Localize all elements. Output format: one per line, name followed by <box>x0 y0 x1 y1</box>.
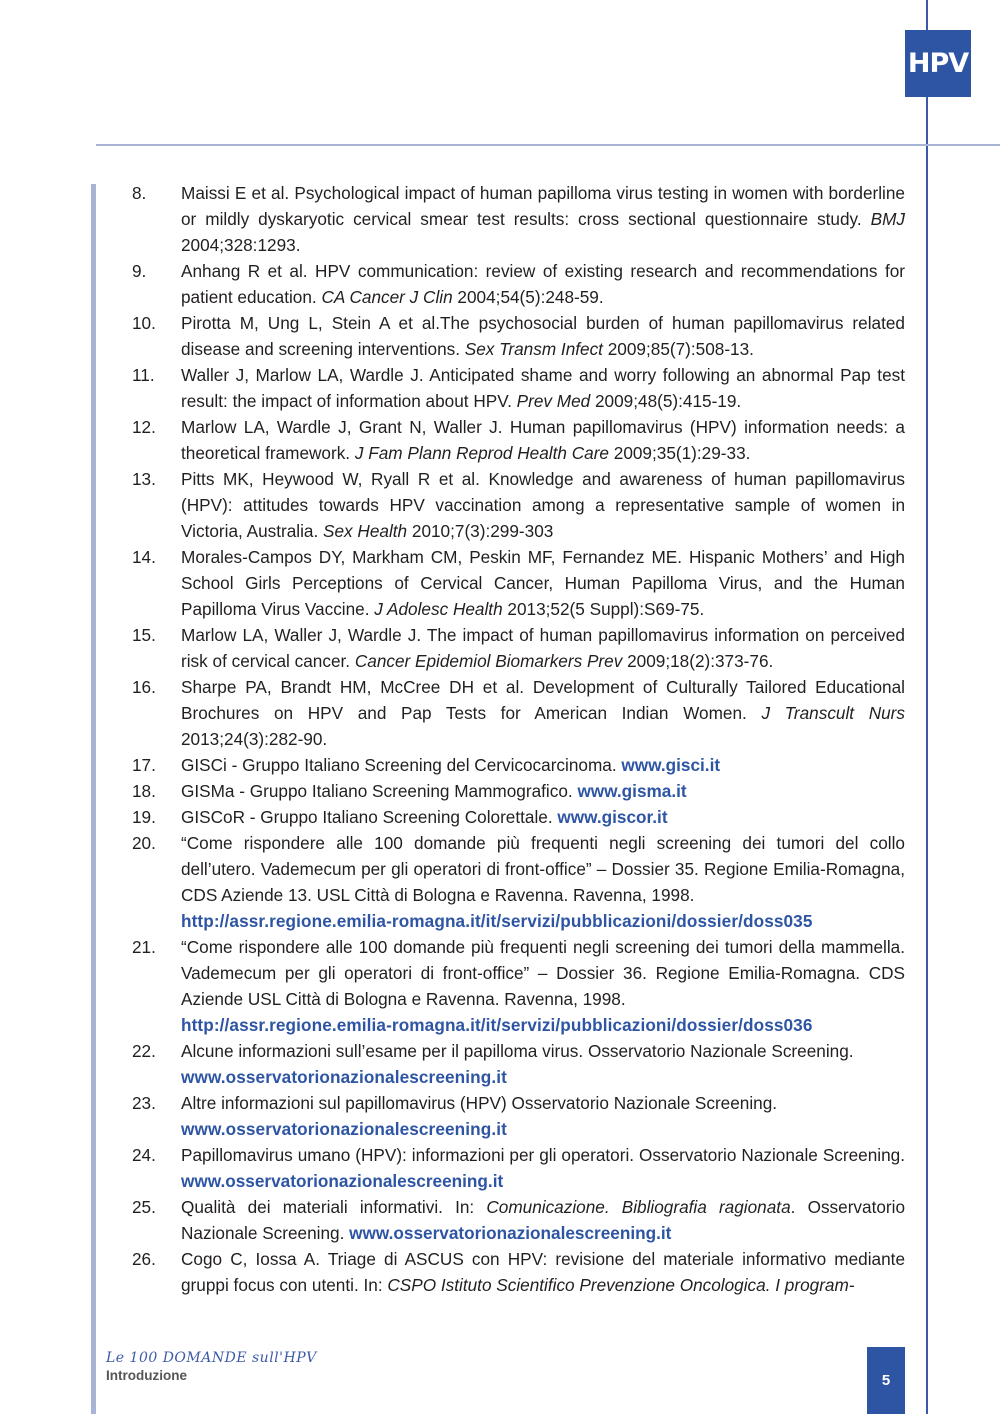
reference-text-segment: Cogo C, Iossa A. Triage di ASCUS con HPV: revisione del materiale informativo mediante gruppi focus con utenti. In: <box>181 1249 905 1295</box>
reference-text-segment: GISCoR - Gruppo Italiano Screening Colorettale. <box>181 807 558 827</box>
reference-item <box>132 752 905 778</box>
reference-item <box>132 258 905 310</box>
reference-number: 9. <box>132 261 147 281</box>
reference-text-segment: Qualità dei materiali informativi. In: <box>181 1197 487 1217</box>
reference-item <box>132 622 905 674</box>
journal-title: J Fam Plann Reprod Health Care <box>354 443 609 463</box>
journal-title: Comunicazione. Bibliografia ragionata <box>486 1197 791 1217</box>
reference-number: 21. <box>132 937 156 957</box>
journal-title: CSPO Istituto Scientifico Prevenzione Oncologica. I program- <box>387 1275 855 1295</box>
footer-brand: Le 100 DOMANDE sull'HPV <box>106 1350 317 1366</box>
reference-item <box>132 1090 905 1142</box>
reference-text-segment: “Come rispondere alle 100 domande più frequenti negli screening dei tumori del collo dell’utero. Vademecum per gli operatori di front-office” – Dossier 35. Regione Emilia-Romagna, CDS Aziende 13. USL Città di Bologna e Ravenna. Ravenna, 1998. <box>181 833 905 905</box>
reference-text-segment: Pirotta M, Ung L, Stein A et al.The psychosocial burden of human papillomavirus related disease and screening interventions. <box>181 313 905 359</box>
reference-text <box>181 180 905 258</box>
reference-number: 18. <box>132 781 156 801</box>
reference-item <box>132 414 905 466</box>
reference-text-segment: 2013;24(3):282-90. <box>181 729 328 749</box>
reference-text <box>181 544 905 622</box>
reference-item <box>132 180 905 258</box>
reference-link[interactable]: www.gisma.it <box>577 781 687 801</box>
reference-item <box>132 934 905 1038</box>
reference-text-segment: “Come rispondere alle 100 domande più frequenti negli screening dei tumori della mammella. Vademecum per gli operatori di front-office” – Dossier 36. Regione Emilia-Romagna. CDS Aziende USL Città di Bologna e Ravenna. Ravenna, 1998. <box>181 937 905 1009</box>
reference-number: 24. <box>132 1145 156 1165</box>
left-margin-bar <box>91 184 96 1414</box>
reference-item <box>132 1246 905 1298</box>
reference-text-segment: 2009;85(7):508-13. <box>602 339 754 359</box>
reference-number: 19. <box>132 807 156 827</box>
reference-text <box>181 1038 905 1090</box>
reference-text <box>181 310 905 362</box>
reference-text-segment: Alcune informazioni sull’esame per il papilloma virus. Osservatorio Nazionale Screening. <box>181 1041 854 1061</box>
reference-text-segment: Maissi E et al. Psychological impact of human papilloma virus testing in women with borderline or mildly dyskaryotic cervical smear test results: cross sectional questionnaire study. <box>181 183 905 229</box>
reference-text-segment: . Osservatorio Nazionale Screening. <box>181 1197 906 1243</box>
reference-text-segment: Marlow LA, Waller J, Wardle J. The impact of human papillomavirus information on perceived risk of cervical cancer. <box>181 625 905 671</box>
reference-text-segment: Marlow LA, Wardle J, Grant N, Waller J. Human papillomavirus (HPV) information needs: a theoretical framework. <box>181 417 905 463</box>
reference-text <box>181 622 905 674</box>
reference-item <box>132 1194 905 1246</box>
page-number: 5 <box>867 1347 905 1414</box>
reference-number: 23. <box>132 1093 156 1113</box>
reference-number: 15. <box>132 625 156 645</box>
reference-text-segment: GISMa - Gruppo Italiano Screening Mammografico. <box>181 781 578 801</box>
reference-text <box>181 1246 905 1298</box>
reference-link[interactable]: www.giscor.it <box>557 807 668 827</box>
reference-link[interactable]: www.osservatorionazionalescreening.it <box>181 1171 504 1191</box>
reference-text <box>181 934 905 1038</box>
reference-number: 11. <box>132 365 155 385</box>
reference-text <box>181 414 905 466</box>
reference-text-segment: 2004;54(5):248-59. <box>452 287 604 307</box>
reference-item <box>132 804 905 830</box>
reference-text-segment: 2009;48(5):415-19. <box>590 391 742 411</box>
reference-text <box>181 804 905 830</box>
reference-text-segment: Waller J, Marlow LA, Wardle J. Anticipated shame and worry following an abnormal Pap test result: the impact of information about HPV. <box>181 365 905 411</box>
reference-link[interactable]: http://assr.regione.emilia-romagna.it/it/servizi/pubblicazioni/dossier/doss036 <box>181 1015 813 1035</box>
journal-title: J Transcult Nurs <box>761 703 905 723</box>
reference-number: 16. <box>132 677 156 697</box>
journal-title: Cancer Epidemiol Biomarkers Prev <box>354 651 623 671</box>
reference-item <box>132 310 905 362</box>
reference-text <box>181 258 905 310</box>
reference-text <box>181 362 905 414</box>
reference-number: 22. <box>132 1041 156 1061</box>
journal-title: Sex Health <box>323 521 408 541</box>
reference-text-segment: 2013;52(5 Suppl):S69-75. <box>502 599 705 619</box>
reference-link[interactable]: www.gisci.it <box>621 755 721 775</box>
reference-text <box>181 1090 905 1142</box>
reference-text <box>181 1194 905 1246</box>
reference-number: 17. <box>132 755 156 775</box>
reference-text-segment: Morales-Campos DY, Markham CM, Peskin MF, Fernandez ME. Hispanic Mothers’ and High School Girls Perceptions of Cervical Cancer, Human Papilloma Virus, and the Human Papilloma Virus Vaccine. <box>181 547 905 619</box>
reference-number: 25. <box>132 1197 156 1217</box>
hpv-logo: HPV <box>905 30 971 97</box>
reference-link[interactable]: www.osservatorionazionalescreening.it <box>349 1223 672 1243</box>
reference-text <box>181 752 905 778</box>
reference-text <box>181 466 905 544</box>
footer-section: Introduzione <box>106 1368 187 1383</box>
reference-number: 26. <box>132 1249 156 1269</box>
reference-item <box>132 544 905 622</box>
journal-title: Sex Transm Infect <box>464 339 603 359</box>
reference-link[interactable]: www.osservatorionazionalescreening.it <box>181 1067 507 1087</box>
reference-item <box>132 674 905 752</box>
reference-text-segment: 2004;328:1293. <box>181 235 301 255</box>
reference-number: 20. <box>132 833 156 853</box>
reference-text <box>181 830 905 934</box>
journal-title: CA Cancer J Clin <box>321 287 453 307</box>
reference-text-segment: Pitts MK, Heywood W, Ryall R et al. Knowledge and awareness of human papillomavirus (HPV): attitudes towards HPV vaccination among a representative sample of women in Victoria, Australia. <box>181 469 905 541</box>
reference-list <box>132 180 905 1298</box>
vertical-rule <box>926 0 928 1414</box>
reference-link[interactable]: www.osservatorionazionalescreening.it <box>181 1119 507 1139</box>
reference-item <box>132 1038 905 1090</box>
reference-text <box>181 674 905 752</box>
journal-title: BMJ <box>870 209 905 229</box>
reference-text <box>181 1142 905 1194</box>
reference-item <box>132 1142 905 1194</box>
reference-number: 13. <box>132 469 156 489</box>
reference-item <box>132 362 905 414</box>
reference-item <box>132 466 905 544</box>
reference-number: 8. <box>132 183 147 203</box>
reference-text-segment: Anhang R et al. HPV communication: review of existing research and recommendations for patient education. <box>181 261 905 307</box>
reference-text-segment: Altre informazioni sul papillomavirus (HPV) Osservatorio Nazionale Screening. <box>181 1093 778 1113</box>
reference-item <box>132 830 905 934</box>
journal-title: J Adolesc Health <box>374 599 503 619</box>
reference-number: 12. <box>132 417 156 437</box>
reference-text-segment: GISCi - Gruppo Italiano Screening del Cervicocarcinoma. <box>181 755 622 775</box>
reference-number: 14. <box>132 547 156 567</box>
reference-text-segment: 2010;7(3):299-303 <box>407 521 554 541</box>
reference-number: 10. <box>132 313 156 333</box>
reference-text-segment: Sharpe PA, Brandt HM, McCree DH et al. Development of Culturally Tailored Educational Brochures on HPV and Pap Tests for American Indian Women. <box>181 677 905 723</box>
reference-item <box>132 778 905 804</box>
reference-text <box>181 778 905 804</box>
reference-link[interactable]: http://assr.regione.emilia-romagna.it/it/servizi/pubblicazioni/dossier/doss035 <box>181 911 813 931</box>
journal-title: Prev Med <box>516 391 591 411</box>
reference-text-segment: Papillomavirus umano (HPV): informazioni per gli operatori. Osservatorio Nazionale Screening. <box>181 1145 905 1165</box>
reference-text-segment: 2009;35(1):29-33. <box>608 443 751 463</box>
reference-text-segment: 2009;18(2):373-76. <box>622 651 774 671</box>
header-rule <box>96 144 1000 146</box>
